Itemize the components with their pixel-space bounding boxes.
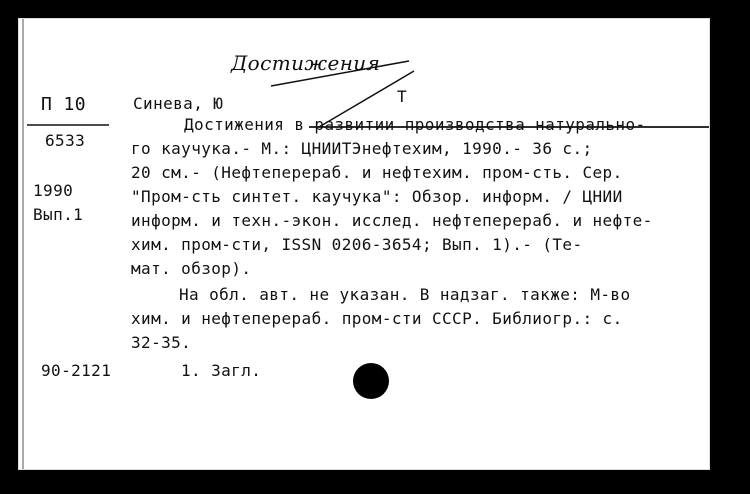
handwritten-title: Достижения (231, 51, 381, 75)
shelf-mark: П 10 (41, 94, 86, 115)
body-line: хим. пром-сти, ISSN 0206-3654; Вып. 1).- (Те- (131, 235, 583, 254)
card-number: 90-2121 (41, 361, 112, 380)
issue: Вып.1 (33, 205, 84, 224)
subject-entry: 1. Загл. (181, 361, 262, 380)
body-line: Достижения в развитии производства натурально- (184, 115, 646, 134)
body-line: информ. и техн.-экон. исслед. нефтеперераб. и нефте- (131, 211, 653, 230)
punch-hole (353, 363, 389, 399)
author-letter: Т (397, 87, 408, 106)
inventory-number: 6533 (45, 131, 86, 150)
body-line: 32-35. (131, 333, 192, 352)
body-line: На обл. авт. не указан. В надзаг. также: М-во (179, 285, 631, 304)
body-line: го каучука.- М.: ЦНИИТЭнефтехим, 1990.- 36 с.; (131, 139, 593, 158)
body-line: 20 см.- (Нефтеперераб. и нефтехим. пром-сть. Сер. (131, 163, 623, 182)
body-line: хим. и нефтеперераб. пром-сти СССР. Библиогр.: с. (131, 309, 623, 328)
catalog-card (18, 18, 710, 470)
body-line: мат. обзор). (131, 259, 252, 278)
author: Синева, Ю (133, 94, 224, 113)
year: 1990 (33, 181, 74, 200)
body-line: "Пром-сть синтет. каучука": Обзор. информ. / ЦНИИ (131, 187, 623, 206)
